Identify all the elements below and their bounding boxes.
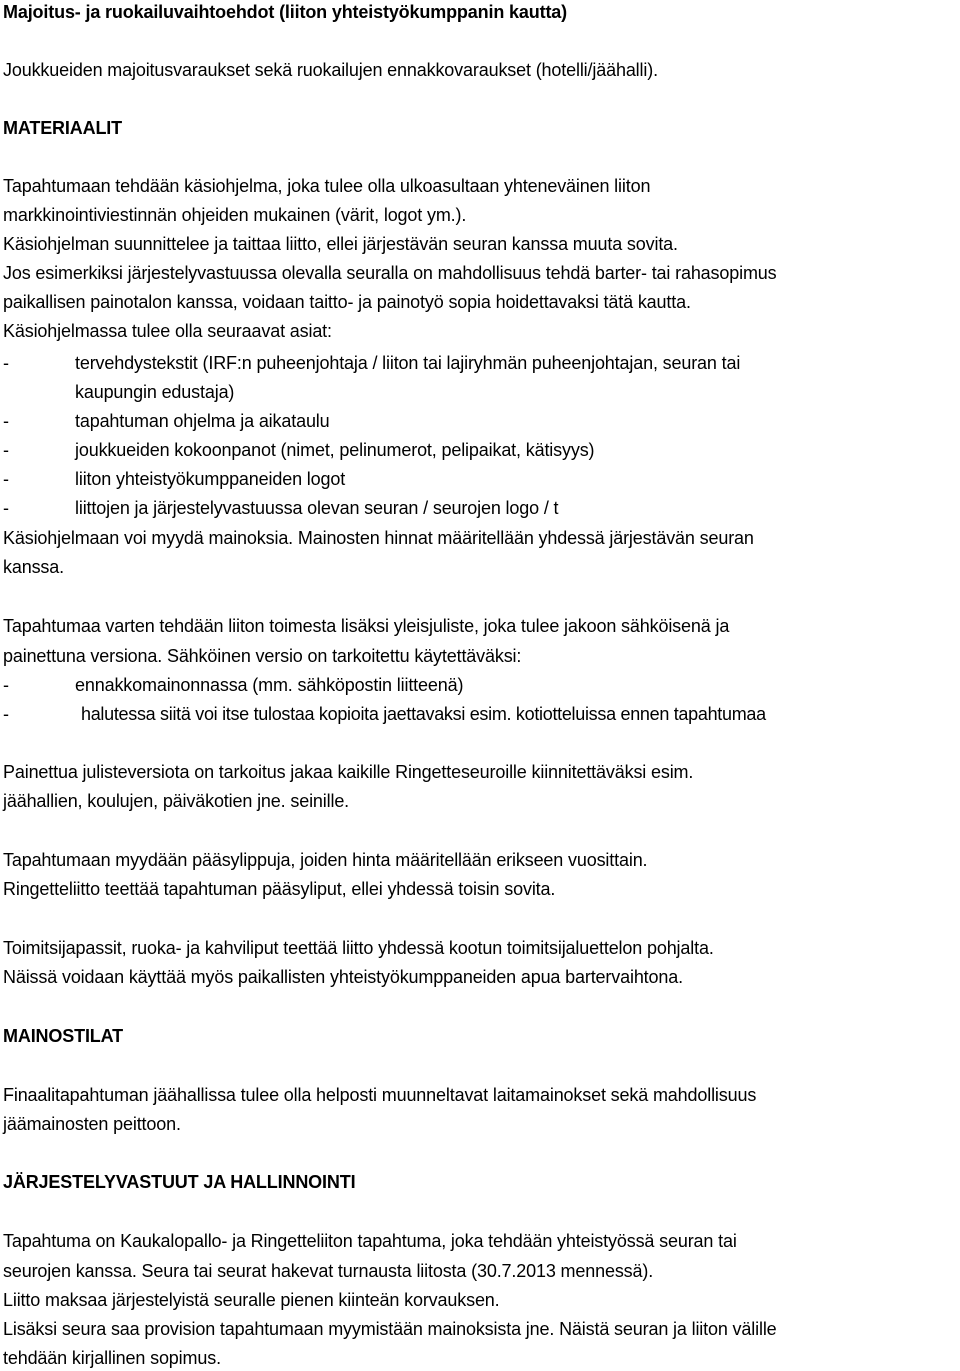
paragraph-line: Näissä voidaan käyttää myös paikallisten yhteistyökumppaneiden apua bartervaihtona.: [3, 967, 683, 987]
paragraph-line: jäämainosten peittoon.: [3, 1114, 181, 1134]
section-heading-accommodation: Majoitus- ja ruokailuvaihtoehdot (liiton yhteistyökumppanin kautta): [3, 2, 567, 22]
paragraph-line: painettuna versiona. Sähköinen versio on tarkoitettu käytettäväksi:: [3, 646, 522, 666]
paragraph-line: markkinointiviestinnän ohjeiden mukainen (värit, logot ym.).: [3, 205, 467, 225]
list-item: tervehdystekstit (IRF:n puheenjohtaja / liiton tai lajiryhmän puheenjohtajan, seuran tai: [75, 353, 741, 373]
list-item: joukkueiden kokoonpanot (nimet, pelinumerot, pelipaikat, kätisyys): [75, 440, 595, 460]
paragraph-line: Käsiohjelmassa tulee olla seuraavat asiat:: [3, 321, 332, 341]
list-item: ennakkomainonnassa (mm. sähköpostin liitteenä): [75, 675, 464, 695]
paragraph-line: Painettua julisteversiota on tarkoitus jakaa kaikille Ringetteseuroille kiinnitettäväksi esim.: [3, 762, 694, 782]
bullet-dash: -: [3, 469, 9, 489]
list-item: liiton yhteistyökumppaneiden logot: [75, 469, 346, 489]
paragraph-line: Finaalitapahtuman jäähallissa tulee olla helposti muunneltavat laitamainokset sekä mahdollisuus: [3, 1085, 757, 1105]
paragraph-line: Käsiohjelman suunnittelee ja taittaa liitto, ellei järjestävän seuran kanssa muuta sovita.: [3, 234, 678, 254]
paragraph-line: seurojen kanssa. Seura tai seurat hakevat turnausta liitosta (30.7.2013 mennessä).: [3, 1261, 654, 1281]
list-item-continuation: kaupungin edustaja): [75, 382, 235, 402]
section-heading-organization: JÄRJESTELYVASTUUT JA HALLINNOINTI: [3, 1172, 356, 1192]
paragraph-line: Joukkueiden majoitusvaraukset sekä ruokailujen ennakkovaraukset (hotelli/jäähalli).: [3, 60, 658, 80]
paragraph-line: Toimitsijapassit, ruoka- ja kahviliput teettää liitto yhdessä kootun toimitsijaluettelon pohjalta.: [3, 938, 714, 958]
paragraph-line: Jos esimerkiksi järjestelyvastuussa olevalla seuralla on mahdollisuus tehdä barter- tai rahasopimus: [3, 263, 777, 283]
bullet-dash: -: [3, 675, 9, 695]
paragraph-line: Käsiohjelmaan voi myydä mainoksia. Mainosten hinnat määritellään yhdessä järjestävän seuran: [3, 528, 754, 548]
list-item: liittojen ja järjestelyvastuussa olevan seuran / seurojen logo / t: [75, 498, 559, 518]
paragraph-line: jäähallien, koulujen, päiväkotien jne. seinille.: [3, 791, 350, 811]
paragraph-line: Tapahtuma on Kaukalopallo- ja Ringetteliiton tapahtuma, joka tehdään yhteistyössä seuran tai: [3, 1231, 737, 1251]
paragraph-line: Tapahtumaan tehdään käsiohjelma, joka tulee olla ulkoasultaan yhteneväinen liiton: [3, 176, 651, 196]
list-item: halutessa siitä voi itse tulostaa kopioita jaettavaksi esim. kotiotteluissa ennen tapahtumaa: [81, 704, 766, 724]
paragraph-line: Tapahtumaa varten tehdään liiton toimesta lisäksi yleisjuliste, joka tulee jakoon sähköisenä ja: [3, 616, 730, 636]
paragraph-line: kanssa.: [3, 557, 64, 577]
paragraph-line: paikallisen painotalon kanssa, voidaan taitto- ja painotyö sopia hoidettavaksi tätä kautta.: [3, 292, 691, 312]
paragraph-line: tehdään kirjallinen sopimus.: [3, 1348, 221, 1368]
bullet-dash: -: [3, 440, 9, 460]
section-heading-materials: MATERIAALIT: [3, 118, 122, 138]
paragraph-line: Liitto maksaa järjestelyistä seuralle pienen kiinteän korvauksen.: [3, 1290, 500, 1310]
paragraph-line: Tapahtumaan myydään pääsylippuja, joiden hinta määritellään erikseen vuosittain.: [3, 850, 648, 870]
section-heading-ads: MAINOSTILAT: [3, 1026, 123, 1046]
paragraph-line: Lisäksi seura saa provision tapahtumaan myymistään mainoksista jne. Näistä seuran ja liiton välille: [3, 1319, 777, 1339]
bullet-dash: -: [3, 353, 9, 373]
bullet-dash: -: [3, 411, 9, 431]
paragraph-line: Ringetteliitto teettää tapahtuman pääsyliput, ellei yhdessä toisin sovita.: [3, 879, 556, 899]
bullet-dash: -: [3, 704, 9, 724]
bullet-dash: -: [3, 498, 9, 518]
list-item: tapahtuman ohjelma ja aikataulu: [75, 411, 330, 431]
